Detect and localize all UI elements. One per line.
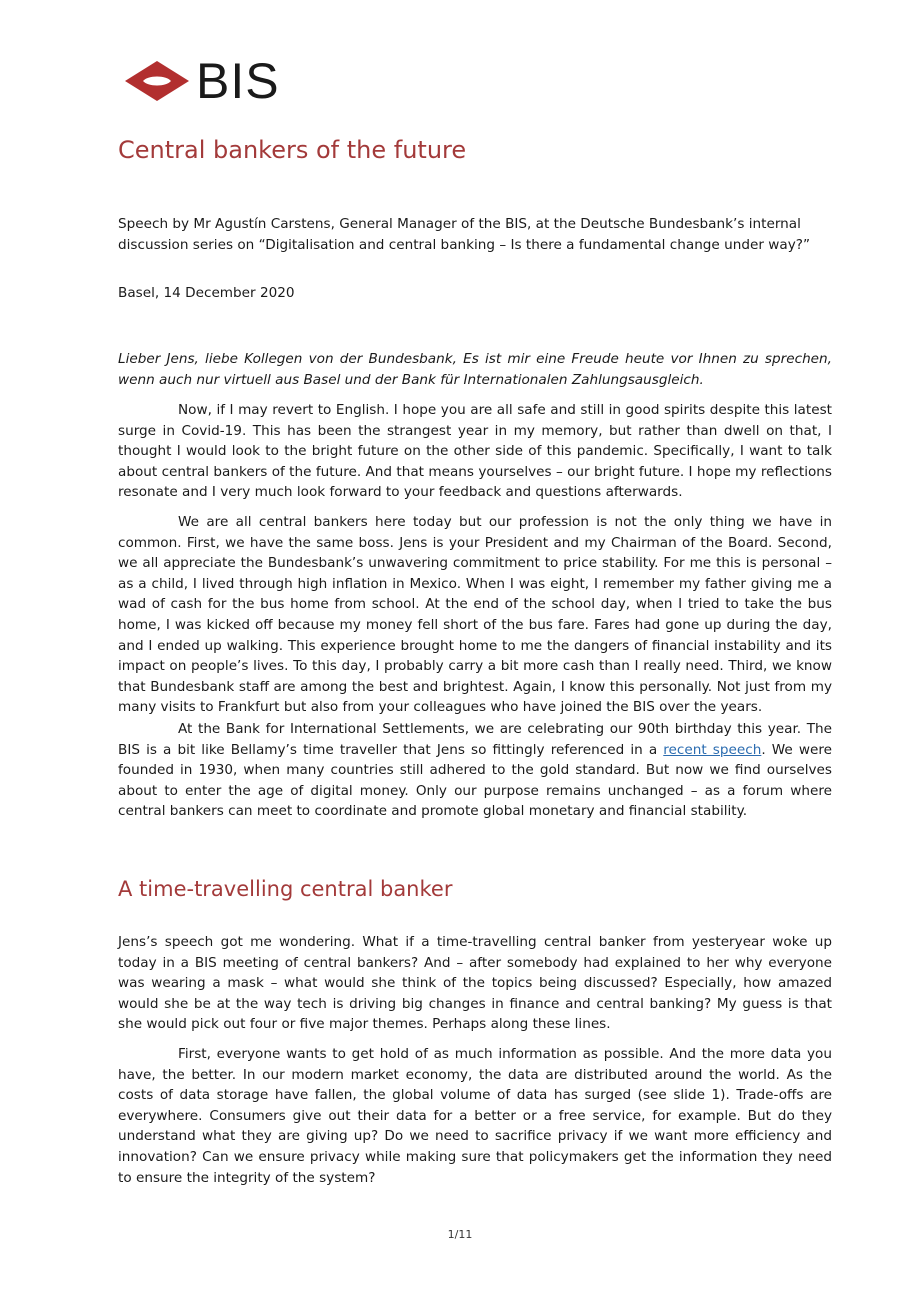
speech-byline: Speech by Mr Agustín Carstens, General Manager of the BIS, at the Deutsche Bundesbank’s internal discussion series on “Digitalisation and central banking – Is there a fundamental change under way?”	[118, 216, 810, 253]
page-number: 1/11	[447, 1228, 473, 1241]
page-title: Central bankers of the future	[118, 136, 467, 164]
section-paragraph: Jens’s speech got me wondering. What if a time-travelling central banker from yesteryear woke up today in a BIS meeting of central bankers? And – after somebody had explained to her why everyone was wearing a mask – what would she think of the topics being discussed? Especially, how amazed would she be at the way tech is driving big changes in finance and central banking? My guess is that she would pick out four or five major themes. Perhaps along these lines.	[118, 934, 832, 1033]
paragraph-text: At the Bank for International Settlements, we are celebrating our 90th birthday this year. The BIS is a bit like Bellamy’s time traveller that Jens so fittingly referenced in a	[118, 721, 832, 758]
section-heading: A time-travelling central banker	[118, 877, 453, 901]
recent-speech-link[interactable]: recent speech	[663, 741, 762, 758]
bis-logo	[124, 53, 280, 109]
opening-paragraph: Lieber Jens, liebe Kollegen von der Bundesbank, Es ist mir eine Freude heute vor Ihnen zu sprechen, wenn auch nur virtuell aus Basel und der Bank für Internationalen Zahlungsausgleich.	[118, 351, 832, 388]
section-paragraph: First, everyone wants to get hold of as much information as possible. And the more data you have, the better. In our modern market economy, the data are distributed around the world. As the costs of data storage have fallen, the global volume of data has surged (see slide 1). Trade-offs are everywhere. Consumers give out their data for a better or a free service, for example. But do they understand what they are giving up? Do we need to sacrifice privacy if we want more efficiency and innovation? Can we ensure privacy while making sure that policymakers get the information they need to ensure the integrity of the system?	[118, 1046, 832, 1186]
bis-diamond-icon	[124, 60, 190, 102]
body-paragraph	[118, 719, 832, 822]
body-paragraph: Now, if I may revert to English. I hope you are all safe and still in good spirits despite this latest surge in Covid-19. This has been the strangest year in my memory, but rather than dwell on that, I thought I would look to the bright future on the other side of this pandemic. Specifically, I want to talk about central bankers of the future. And that means yourselves – our bright future. I hope my reflections resonate and I very much look forward to your feedback and questions afterwards.	[118, 402, 832, 501]
bis-logo-text: BIS	[196, 53, 280, 109]
body-paragraph: We are all central bankers here today but our profession is not the only thing we have in common. First, we have the same boss. Jens is your President and my Chairman of the Board. Second, we all appreciate the Bundesbank’s unwavering commitment to price stability. For me this is personal – as a child, I lived through high inflation in Mexico. When I was eight, I remember my father giving me a wad of cash for the bus home from school. At the end of the school day, when I tried to take the bus home, I was kicked off because my money fell short of the bus fare. Fares had gone up during the day, and I ended up walking. This experience brought home to me the dangers of financial instability and its impact on people’s lives. To this day, I probably carry a bit more cash than I really need. Third, we know that Bundesbank staff are among the best and brightest. Again, I know this personally. Not just from my many visits to Frankfurt but also from your colleagues who have joined the BIS over the years.	[118, 514, 832, 716]
paragraph-text: . We were founded in 1930, when many countries still adhered to the gold standard. But now we find ourselves about to enter the age of digital money. Only our purpose remains unchanged – as a forum where central bankers can meet to coordinate and promote global monetary and financial stability.	[118, 741, 833, 820]
speech-dateline: Basel, 14 December 2020	[118, 285, 295, 301]
